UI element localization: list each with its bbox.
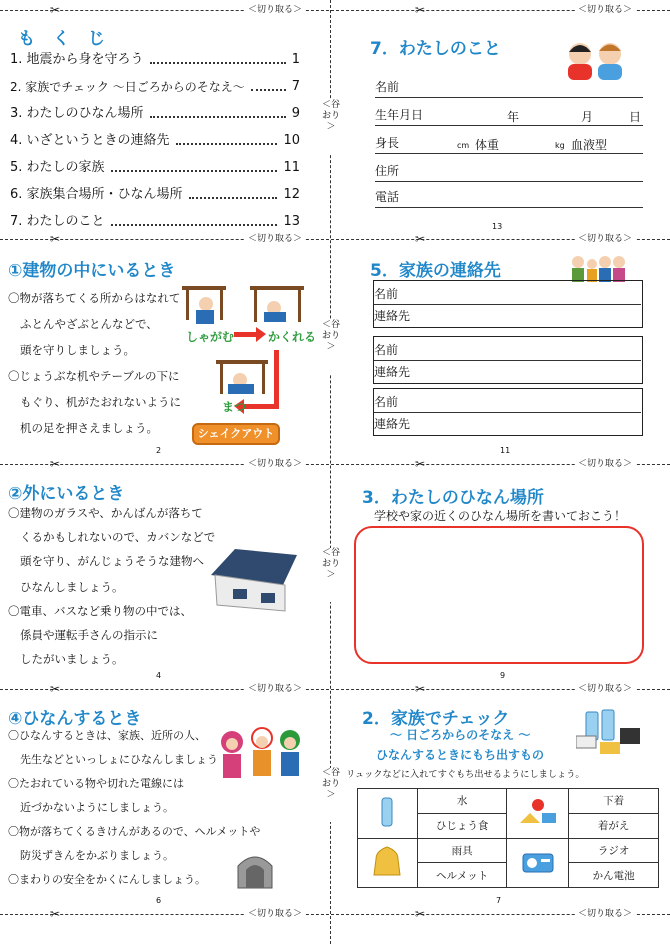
family-check-title: 2．家族でチェック [362,709,510,729]
outdoors-text: したがいましょう。 [20,652,124,666]
toc-item[interactable]: 7. わたしのこと 13 [10,209,300,234]
supply-change-clothes: 着がえ [569,813,659,838]
cover-label: かくれる [268,330,317,344]
scissors-icon: ✂ [50,457,61,471]
family-check-heading: ひなんするときにもち出すもの [376,748,545,762]
outdoors-text: くるかもしれないので、カバンなどで [20,530,216,544]
cut-line-4 [0,689,670,701]
raincoat-icon [358,838,418,888]
supply-radio: ラジオ [569,838,659,863]
falling-roof-illustration [205,545,301,613]
evacuate-text: 近づかないようにしましょう。 [20,801,174,814]
radio-icon [507,838,569,888]
outdoors-title: ②外にいるとき [8,484,125,504]
contact-box[interactable]: 名前 連絡先 [373,280,643,328]
fold-label: ＜谷おり＞ [322,100,340,154]
supply-helmet: ヘルメット [417,863,507,888]
my-shelter-panel [340,477,670,683]
shelter-write-area[interactable] [354,526,644,664]
toc-item[interactable]: 1. 地震から身を守ろう 1 [10,47,300,73]
evacuate-text: 〇物が落ちてくるきけんがあるので、ヘルメットや [8,825,261,838]
toc-item[interactable]: 5. わたしの家族 11 [10,155,300,181]
children-illustration [562,36,630,80]
supply-emergency-food: ひじょう食 [417,813,507,838]
toc-item[interactable]: 6. 家族集合場所・ひなん場所 12 [10,182,300,208]
cut-label: ＜切り取る＞ [245,683,305,695]
toc-item[interactable]: 3. わたしのひなん場所 9 [10,101,300,127]
outdoors-text: 頭を守り、がんじょうそうな建物へ [20,554,204,568]
cut-label: ＜切り取る＞ [245,233,305,245]
evacuating-group-illustration [212,724,310,788]
evacuate-text: 〇ひなんするときは、家族、近所の人、 [8,729,206,742]
supply-batteries: かん電池 [569,863,659,888]
water-icon [358,789,418,839]
outdoors-text: ひなんしましょう。 [20,580,124,594]
cut-label: ＜切り取る＞ [575,4,635,16]
body-field[interactable]: 身長 cm 体重 kg 血液型 [375,134,643,154]
scissors-icon: ✂ [415,682,426,696]
cut-line-1 [0,10,670,22]
scissors-icon: ✂ [50,232,61,246]
scissors-icon: ✂ [415,3,426,17]
supply-rain-gear: 雨具 [417,838,507,863]
scissors-icon: ✂ [415,907,426,921]
indoors-panel [0,252,325,458]
cut-label: ＜切り取る＞ [245,4,305,16]
evacuate-text: 〇まわりの安全をかくにんしましょう。 [8,873,206,886]
family-check-panel [340,702,670,908]
contact-box[interactable]: 名前 連絡先 [373,388,643,436]
fold-label: ＜谷おり＞ [322,768,340,822]
indoors-text: 頭を守りしましょう。 [20,343,135,357]
toc-item[interactable]: 2. 家族でチェック ～日ごろからのそなえ～ 7 [10,74,300,100]
page-number: 2 [156,446,162,455]
scissors-icon: ✂ [415,232,426,246]
underwear-icon [507,789,569,839]
supply-water: 水 [417,789,507,814]
scissors-icon: ✂ [50,3,61,17]
cut-line-2 [0,239,670,251]
emergency-kit-illustration [576,706,646,758]
indoors-text: 机の足を押さえましょう。 [20,421,158,435]
evacuate-text: 〇たおれている物や切れた電線には [8,777,184,790]
evacuate-panel [0,702,325,908]
shakeout-illustration [178,282,318,442]
my-shelter-instruction: 学校や家の近くのひなん場所を書いておこう！ [374,509,627,523]
page-number: 9 [500,671,506,680]
family-check-instruction: リュックなどに入れてすぐもち出せるようにしましょう。 [346,769,585,780]
cut-line-3 [0,464,670,476]
toc-item[interactable]: 4. いざというときの連絡先 10 [10,128,300,154]
page-number: 11 [500,446,511,455]
indoors-text: もぐり、机がたおれないように [20,395,181,409]
indoors-text: 〇物が落ちてくる所からはなれて [8,291,181,305]
supply-underwear: 下着 [569,789,659,814]
hold-label: まつ [222,400,247,414]
page-number: 6 [156,896,162,905]
contact-box[interactable]: 名前 連絡先 [373,336,643,384]
fold-label: ＜谷おり＞ [322,548,340,602]
toc-title: も く じ [18,29,111,49]
about-me-panel [340,22,670,234]
evacuate-text: 先生などといっしょにひなんしましょう [20,753,218,766]
scissors-icon: ✂ [50,907,61,921]
phone-field[interactable]: 電話 [375,188,643,208]
my-shelter-title: 3．わたしのひなん場所 [362,488,544,508]
evacuate-text: 防災ずきんをかぶりましょう。 [20,849,174,862]
shakeout-badge: シェイクアウト [192,423,280,445]
cut-label: ＜切り取る＞ [575,233,635,245]
family-illustration [568,252,634,282]
outdoors-panel [0,477,325,683]
indoors-title: ①建物の中にいるとき [8,261,176,281]
supplies-table [357,788,659,888]
outdoors-text: 〇電車、バスなど乗り物の中では、 [8,604,192,618]
page-number: 4 [156,671,162,680]
page-number: 7 [496,896,502,905]
cut-label: ＜切り取る＞ [245,908,305,920]
cut-line-5 [0,914,670,926]
scissors-icon: ✂ [415,457,426,471]
toc-panel [0,22,325,234]
outdoors-text: 〇建物のガラスや、かんばんが落ちて [8,506,203,520]
page-number: 13 [492,222,503,231]
hood-illustration [232,848,278,892]
outdoors-text: 係員や運転手さんの指示に [20,628,158,642]
family-check-subtitle: ～ 日ごろからのそなえ ～ [390,728,531,742]
fold-label: ＜谷おり＞ [322,320,340,374]
scissors-icon: ✂ [50,682,61,696]
birthday-field[interactable]: 生年月日 年 月 日 [375,108,642,124]
indoors-text: ふとんやざぶとんなどで、 [20,317,158,331]
crouch-label: しゃがむ [186,330,235,344]
indoors-text: 〇じょうぶな机やテーブルの下に [8,369,180,383]
family-contact-title: 5．家族の連絡先 [370,261,501,281]
address-field[interactable]: 住所 [375,162,643,182]
cut-label: ＜切り取る＞ [245,458,305,470]
cut-label: ＜切り取る＞ [575,683,635,695]
about-me-title: 7．わたしのこと [370,39,501,59]
name-field[interactable]: 名前 [375,78,643,98]
cut-label: ＜切り取る＞ [575,908,635,920]
cut-label: ＜切り取る＞ [575,458,635,470]
evacuate-title: ④ひなんするとき [8,709,142,729]
family-contact-panel [340,252,670,458]
